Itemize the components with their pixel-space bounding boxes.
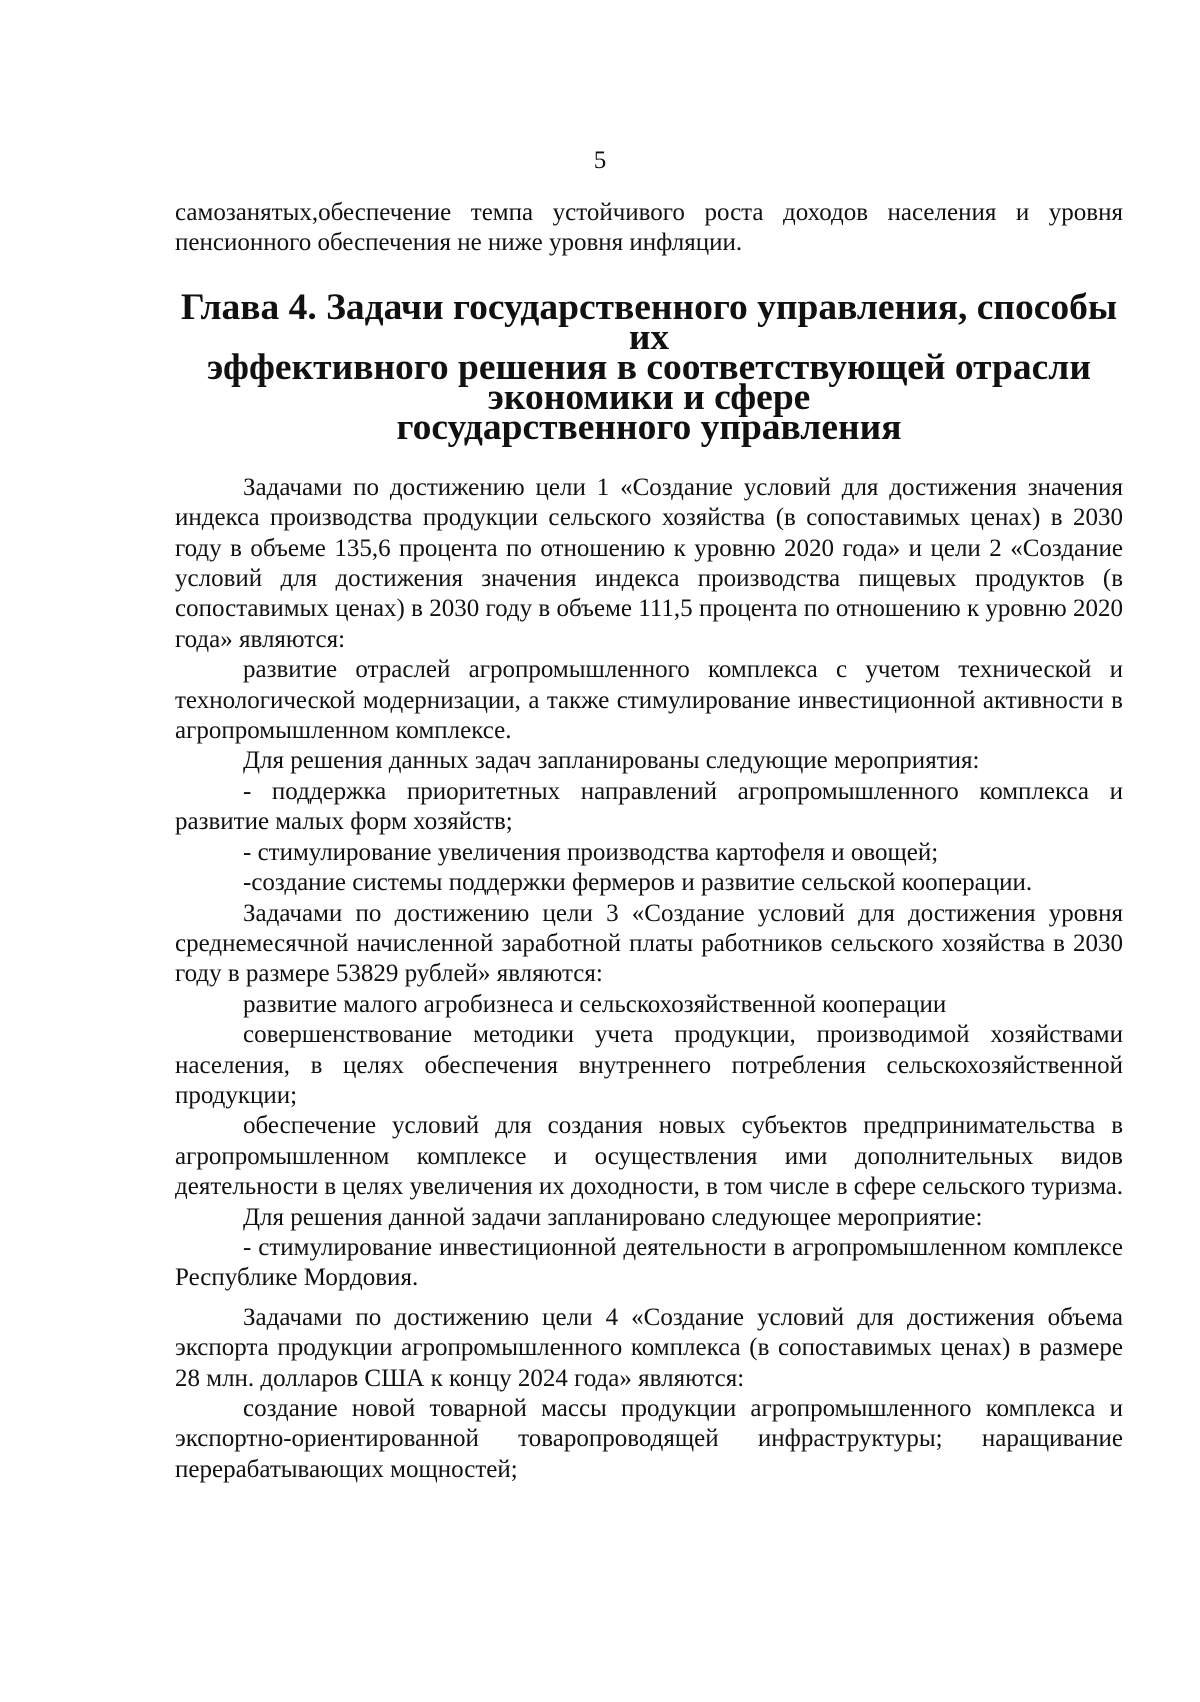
measure-list-item: -создание системы поддержки фермеров и развитие сельской кооперации. <box>243 869 1033 897</box>
goal-1-2-tasks-paragraph: Задачами по достижению цели 1 «Создание условий для достижения значения индекса производства продукции сельского хозяйства (в сопоставимых ценах) в 2030 году в объеме 135,6 процента по отношению к уровню 2020 года» и цели 2 «Создание условий для достижения значения индекса производства пищевых продуктов (в сопоставимых ценах) в 2030 году в объеме 111,5 процента по отношению к уровню 2020 года» являются: <box>175 473 1123 653</box>
task-paragraph: обеспечение условий для создания новых субъектов предпринимательства в агропромышленном комплексе и осуществления ими дополнительных видов деятельности в целях увеличения их доходности, в том числе в сфере сельского туризма. <box>175 1112 1124 1201</box>
page-number: 5 <box>593 147 607 174</box>
goal-3-tasks-paragraph: Задачами по достижению цели 3 «Создание условий для достижения уровня среднемесячной начисленной заработной платы работников сельского хозяйства в 2030 году в размере 53829 рублей» являются: <box>175 899 1123 988</box>
intro-paragraph: самозанятых,обеспечение темпа устойчивого роста доходов населения и уровня пенсионного обеспечения не ниже уровня инфляции. <box>175 199 1123 257</box>
chapter-heading-line: Глава 4. Задачи государственного управления, способы их <box>180 286 1118 358</box>
task-paragraph: совершенствование методики учета продукции, производимой хозяйствами населения, в целях обеспечения внутреннего потребления сельскохозяйственной продукции; <box>175 1021 1123 1109</box>
measure-list-item: - поддержка приоритетных направлений агропромышленного комплекса и развитие малых форм хозяйств; <box>175 777 1123 836</box>
measure-list-item: - стимулирование увеличения производства картофеля и овощей; <box>243 838 939 866</box>
chapter-heading <box>175 286 1123 448</box>
task-paragraph: создание новой товарной массы продукции агропромышленного комплекса и экспортно-ориентированной товаропроводящей инфраструктуры; наращивание перерабатывающих мощностей; <box>175 1395 1123 1483</box>
measure-list-item: - стимулирование инвестиционной деятельности в агропромышленном комплексе Республике Мордовия. <box>175 1233 1123 1292</box>
agro-development-paragraph: развитие отраслей агропромышленного комплекса с учетом технической и технологической модернизации, а также стимулирование инвестиционной активности в агропромышленном комплексе. <box>175 656 1123 745</box>
chapter-heading-line: государственного управления <box>396 406 902 448</box>
planned-measure-paragraph: Для решения данной задачи запланировано следующее мероприятие: <box>243 1203 983 1231</box>
chapter-heading-line: эффективного решения в соответствующей отрасли экономики и сфере <box>207 346 1091 418</box>
planned-measures-paragraph: Для решения данных задач запланированы следующие мероприятия: <box>243 747 980 775</box>
task-paragraph: развитие малого агробизнеса и сельскохозяйственной кооперации <box>243 990 947 1018</box>
goal-4-tasks-paragraph: Задачами по достижению цели 4 «Создание условий для достижения объема экспорта продукции агропромышленного комплекса (в сопоставимых ценах) в размере 28 млн. долларов США к концу 2024 года» являются: <box>175 1303 1123 1392</box>
document-body <box>175 198 1123 1485</box>
paragraph-gap <box>175 1294 1123 1303</box>
